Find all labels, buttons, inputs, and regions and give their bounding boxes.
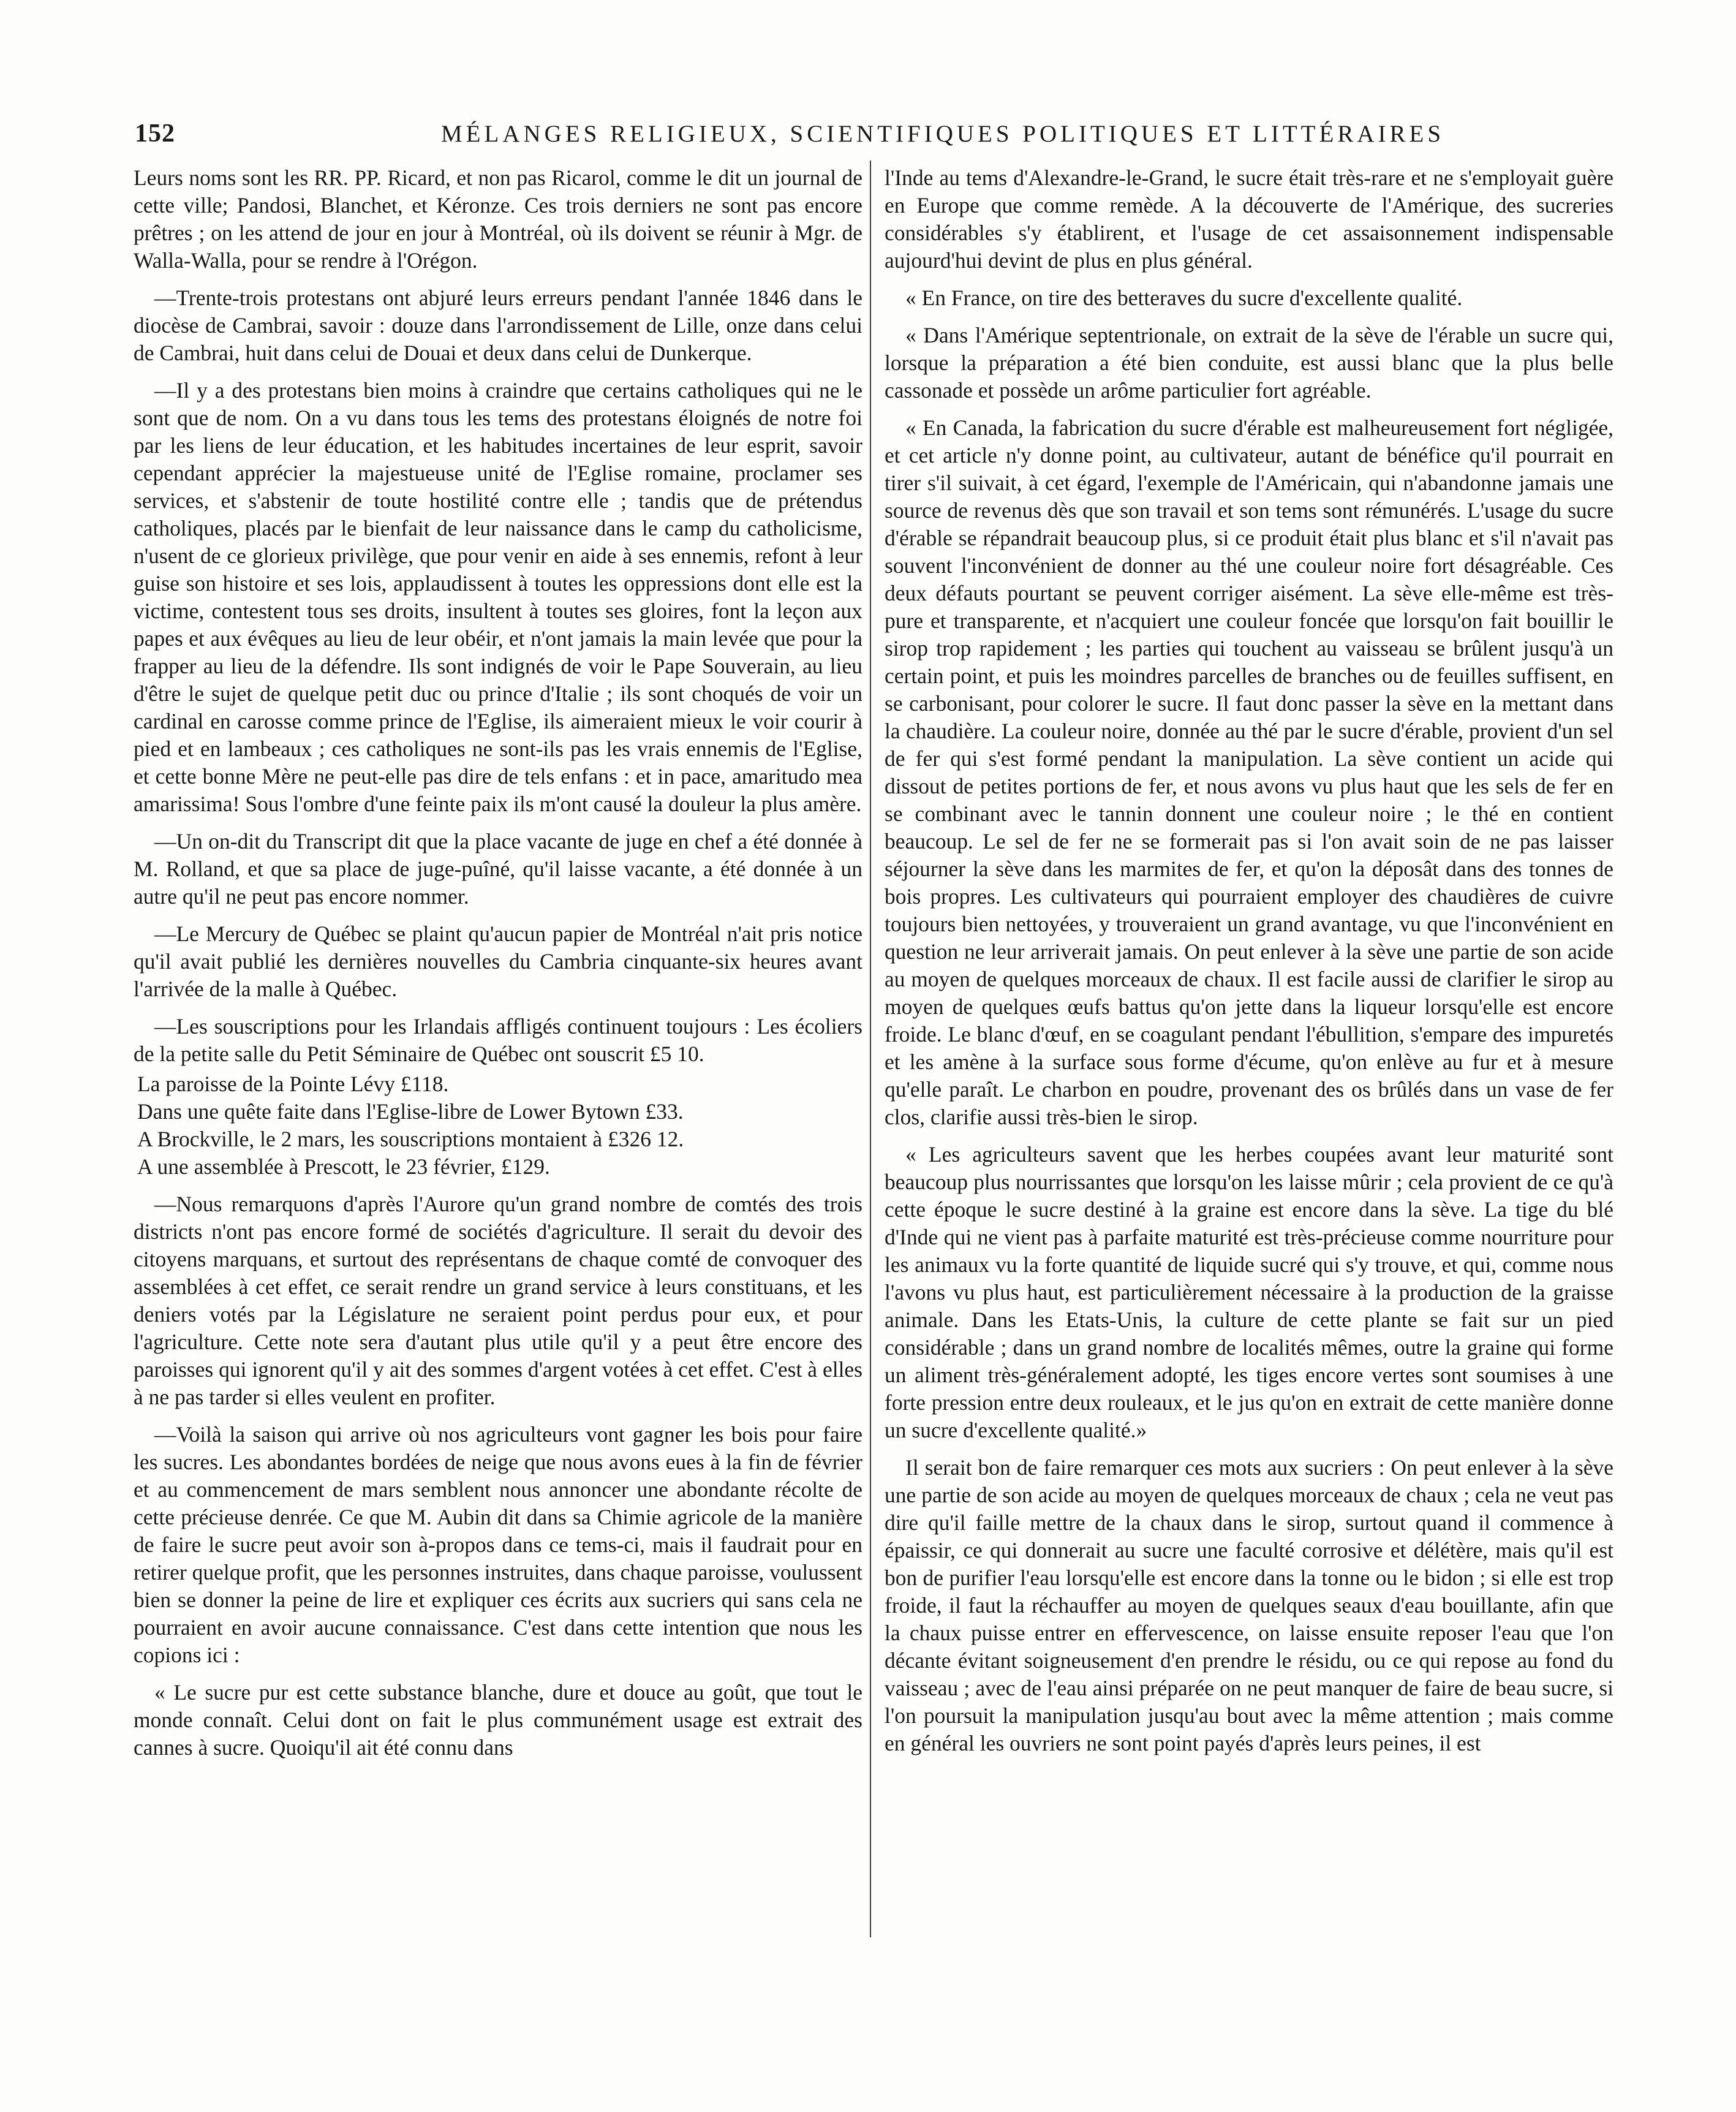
paragraph: « En Canada, la fabrication du sucre d'érable est malheureusement fort négligée, et cet article n'y donne point, au cultivateur, autant de bénéfice qu'il pourrait en tirer s'il suivait, à cet égard, l'exemple de l'Américain, qui n'abandonne jamais une source de revenus dès que son travail et son tems sont rémunérés. L'usage du sucre d'érable se répandrait beaucoup plus, si ce produit était plus blanc et s'il n'avait pas souvent l'inconvénient de donner au thé une couleur noire fort désagréable. Ces deux défauts pourtant se peuvent corriger aisément. La sève elle-même est très-pure et transparente, et n'acquiert une couleur foncée que lorsqu'on fait bouillir le sirop trop rapidement ; les parties qui touchent au vaisseau se brûlent jusqu'à un certain point, et puis les moindres parcelles de branches ou de feuilles suffisent, en se carbonisant, pour colorer le sucre. Il faut donc passer la sève en la mettant dans la chaudière. La couleur noire, donnée au thé par le sucre d'érable, provient d'un sel de fer qui s'est formé pendant la manipulation. La sève contient un acide qui dissout de petites portions de fer, et nous avons vu plus haut que les sels de fer en se combinant avec le tannin donnent une couleur noire ; le thé en contient beaucoup. Le sel de fer ne se formerait pas si l'on avait soin de ne pas laisser séjourner la sève dans les marmites de fer, et qu'on la déposât dans des tonnes de bois propres. Les cultivateurs qui pourraient employer des chaudières de cuivre toujours bien nettoyées, y trouveraient un grand avantage, vu que l'inconvénient en question ne leur arriverait jamais. On peut enlever à la sève une partie de son acide au moyen de quelques morceaux de chaux. Il est facile aussi de clarifier le sirop au moyen de quelques œufs battus qu'on jette dans la liqueur lorsqu'elle est encore froide. Le blanc d'œuf, en se coagulant pendant l'ébullition, s'empare des impuretés et les amène à la surface sous forme d'écume, qu'on enlève au fur et à mesure qu'elle paraît. Le charbon en poudre, provenant des os brûlés dans un vase de fer clos, clarifie aussi très-bien le sirop. bbox=[885, 415, 1613, 1129]
paragraph: « Les agriculteurs savent que les herbes coupées avant leur maturité sont beaucoup plus nourrissantes que lorsqu'on les laisse mûrir ; cela provient de ce qu'à cette époque le sucre destiné à la graine est encore dans la sève. La tige du blé d'Inde qui ne vient pas à parfaite maturité est très-précieuse comme nourriture pour les animaux vu la forte quantité de liquide sucré qui s'y trouve, et qui, comme nous l'avons vu plus haut, est particulièrement nécessaire à la production de la graisse animale. Dans les Etats-Unis, la culture de cette plante se fait sur un pied considérable ; dans un grand nombre de localités mêmes, outre la graine qui forme un aliment très-généralement adopté, les tiges encore vertes sont soumises à une forte pression entre deux rouleaux, et le jus qu'on en extrait de cette manière donne un sucre d'excellente qualité.» bbox=[885, 1142, 1613, 1442]
column-divider bbox=[870, 161, 871, 1937]
right-column bbox=[885, 164, 1613, 1757]
left-column bbox=[134, 164, 862, 1762]
paragraph: l'Inde au tems d'Alexandre-le-Grand, le sucre était très-rare et ne s'employait guère en Europe que comme remède. A la découverte de l'Amérique, des sucreries considérables s'y établirent, et l'usage de cet assaisonnement indispensable aujourd'hui devint de plus en plus général. bbox=[885, 165, 1613, 273]
paragraph: « En France, on tire des betteraves du sucre d'excellente qualité. bbox=[905, 286, 1463, 310]
paragraph: Il serait bon de faire remarquer ces mots aux sucriers : On peut enlever à la sève une partie de son acide au moyen de quelques morceaux de chaux ; cela ne veut pas dire qu'il faille mettre de la chaux dans le sirop, surtout quand il commence à épaissir, ce qui donnerait au sucre une faculté corrosive et délétère, mais qu'il est bon de purifier l'eau lorsqu'elle est encore dans la tonne ou le bidon ; si elle est trop froide, il faut la réchauffer au moyen de quelques seaux d'eau bouillante, afin que la chaux puisse entrer en effervescence, on laisse ensuite reposer l'eau que l'on décante évitant soigneusement d'en prendre le résidu, ou ce qui repose au fond du vaisseau ; avec de l'eau ainsi préparée on ne peut manquer de faire de beau sucre, si l'on poursuit la manipulation jusqu'au bout avec la même attention ; mais comme en général les ouvriers ne sont point payés d'après leurs peines, il est bbox=[885, 1455, 1613, 1755]
list-item: Dans une quête faite dans l'Eglise-libre de Lower Bytown £33. bbox=[137, 1099, 684, 1124]
paragraph: —Un on-dit du Transcript dit que la place vacante de juge en chef a été donnée à M. Rolland, et que sa place de juge-puîné, qu'il laisse vacante, a été donnée à un autre qu'il ne peut pas encore nommer. bbox=[134, 829, 862, 909]
paragraph: Leurs noms sont les RR. PP. Ricard, et non pas Ricarol, comme le dit un journal de cette ville; Pandosi, Blanchet, et Kéronze. Ces trois derniers ne sont pas encore prêtres ; on les attend de jour en jour à Montréal, où ils doivent se réunir à Mgr. de Walla-Walla, pour se rendre à l'Orégon. bbox=[134, 165, 862, 273]
paragraph: —Nous remarquons d'après l'Aurore qu'un grand nombre de comtés des trois districts n'ont pas encore formé de sociétés d'agriculture. Il serait du devoir des citoyens marquans, et surtout des représentans de chaque comté de convoquer des assemblées à cet effet, ce serait rendre un grand service à leurs constituans, et les deniers votés par la Législature ne seraient point perdus pour eux, et pour l'agriculture. Cette note sera d'autant plus utile qu'il y a peut être encore des paroisses qui ignorent qu'il y ait des sommes d'argent votées à cet effet. C'est à elles à ne pas tarder si elles veulent en profiter. bbox=[134, 1192, 862, 1409]
list-item: La paroisse de la Pointe Lévy £118. bbox=[137, 1072, 449, 1096]
list-item: A Brockville, le 2 mars, les souscriptions montaient à £326 12. bbox=[137, 1127, 684, 1151]
running-title: MÉLANGES RELIGIEUX, SCIENTIFIQUES POLITIQUES ET LITTÉRAIRES bbox=[441, 121, 1445, 147]
page-header bbox=[123, 115, 1617, 158]
page-number: 152 bbox=[135, 119, 175, 148]
paragraph: —Les souscriptions pour les Irlandais affligés continuent toujours : Les écoliers de la petite salle du Petit Séminaire de Québec ont souscrit £5 10. bbox=[134, 1014, 862, 1066]
paragraph: « Dans l'Amérique septentrionale, on extrait de la sève de l'érable un sucre qui, lorsque la préparation a été bien conduite, est aussi blanc que la plus belle cassonade et possède un arôme particulier fort agréable. bbox=[885, 323, 1613, 403]
paragraph: —Il y a des protestans bien moins à craindre que certains catholiques qui ne le sont que de nom. On a vu dans tous les tems des protestans éloignés de notre foi par les liens de leur éducation, et les habitudes incertaines de leur esprit, savoir cependant apprécier la majestueuse unité de l'Eglise romaine, proclamer ses services, et s'abstenir de toute hostilité contre elle ; tandis que de prétendus catholiques, placés par le bienfait de leur naissance dans le camp du catholicisme, n'usent de ce glorieux privilège, que pour venir en aide à ses ennemis, refont à leur guise son histoire et ses lois, applaudissent à toutes les oppressions dont elle est la victime, contestent tous ses droits, insultent à toutes ses gloires, font la leçon aux papes et aux évêques au lieu de leur obéir, et n'ont jamais la main levée que pour la frapper au lieu de la défendre. Ils sont indignés de voir le Pape Souverain, au lieu d'être le sujet de quelque petit duc ou prince d'Italie ; ils sont choqués de voir un cardinal en carosse comme prince de l'Eglise, ils aimeraient mieux le voir courir à pied et en lambeaux ; ces catholiques ne sont-ils pas les vrais ennemis de l'Eglise, et cette bonne Mère ne peut-elle pas dire de tels enfans : et in pace, amaritudo mea amarissima! Sous l'ombre d'une feinte paix ils m'ont causé la douleur la plus amère. bbox=[134, 378, 862, 816]
paragraph: —Voilà la saison qui arrive où nos agriculteurs vont gagner les bois pour faire les sucres. Les abondantes bordées de neige que nous avons eues à la fin de février et au commencement de mars semblent nous annoncer une abondante récolte de cette précieuse denrée. Ce que M. Aubin dit dans sa Chimie agricole de la manière de faire le sucre peut avoir son à-propos dans ce tems-ci, mais il faudrait pour en retirer quelque profit, que les personnes instruites, dans chaque paroisse, voulussent bien se donner la peine de lire et expliquer ces écrits aux sucriers qui sans cela ne pourraient en avoir aucune connaissance. C'est dans cette intention que nous les copions ici : bbox=[134, 1422, 862, 1667]
paragraph: « Le sucre pur est cette substance blanche, dure et douce au goût, que tout le monde connaît. Celui dont on fait le plus communément usage est extrait des cannes à sucre. Quoiqu'il ait été connu dans bbox=[134, 1680, 862, 1760]
paragraph: —Le Mercury de Québec se plaint qu'aucun papier de Montréal n'ait pris notice qu'il avait publié les dernières nouvelles du Cambria cinquante-six heures avant l'arrivée de la malle à Québec. bbox=[134, 922, 862, 1001]
list-item: A une assemblée à Prescott, le 23 février, £129. bbox=[137, 1154, 550, 1179]
paragraph: —Trente-trois protestans ont abjuré leurs erreurs pendant l'année 1846 dans le diocèse de Cambrai, savoir : douze dans l'arrondissement de Lille, onze dans celui de Cambrai, huit dans celui de Douai et deux dans celui de Dunkerque. bbox=[134, 286, 862, 365]
subscription-list bbox=[134, 1070, 862, 1181]
